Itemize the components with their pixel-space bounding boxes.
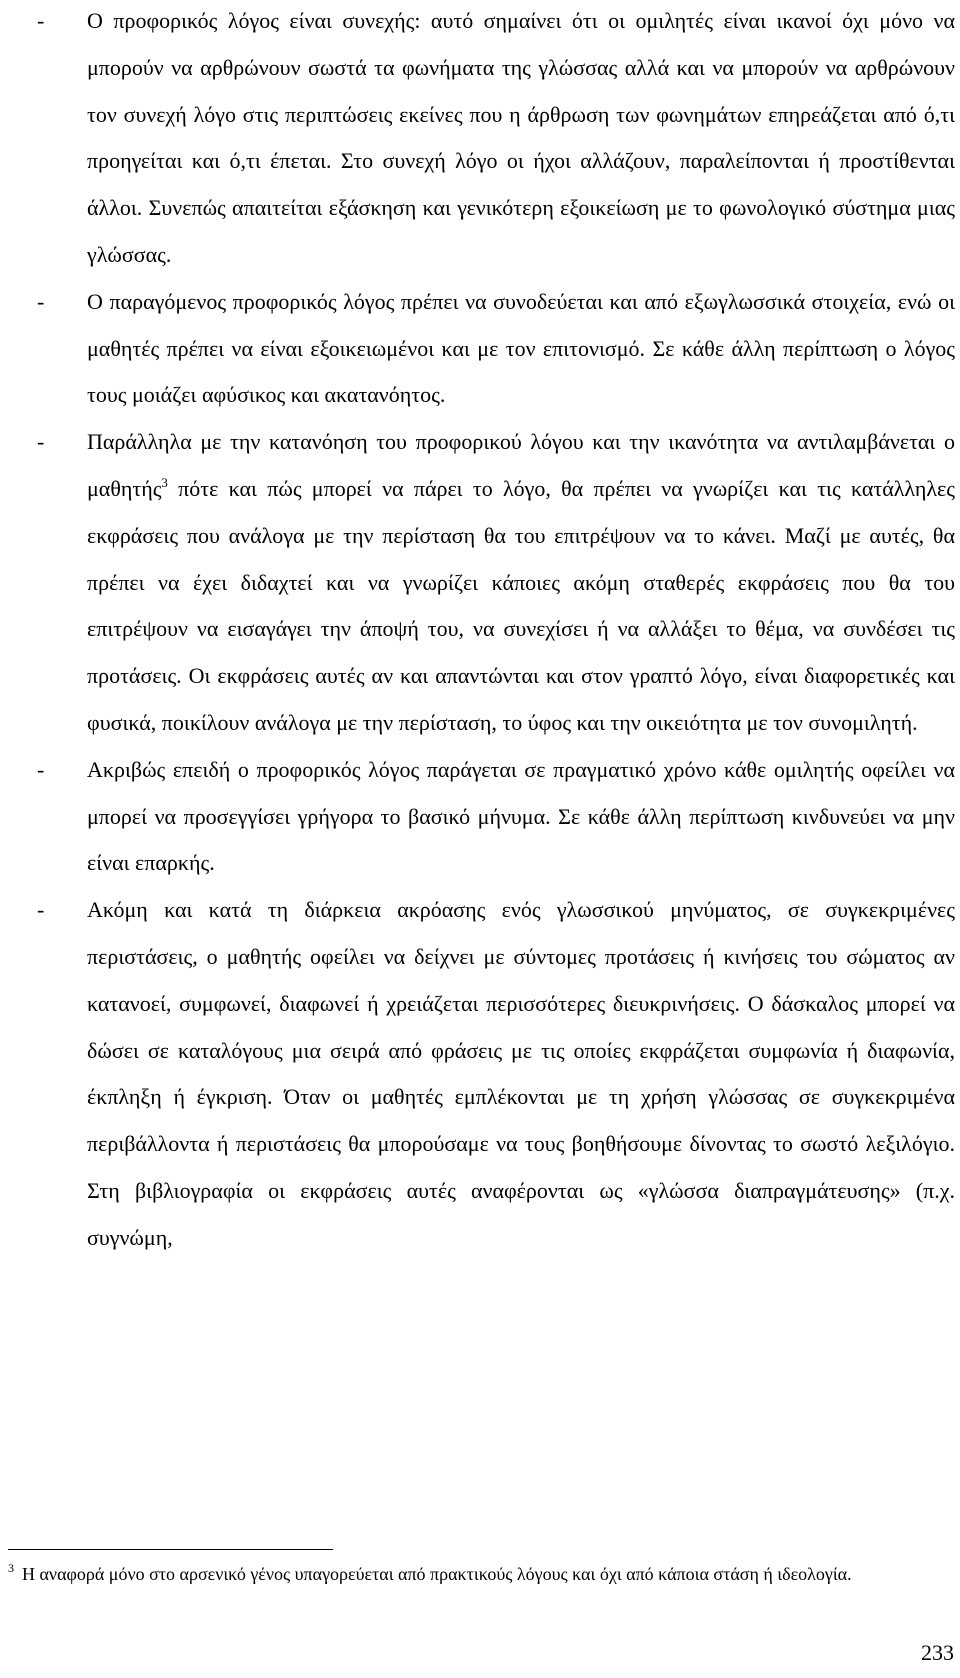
- list-item: [37, 279, 955, 419]
- footnote-reference[interactable]: 3: [161, 474, 168, 490]
- dash-bullet: -: [37, 897, 45, 923]
- paragraph-text: Ακριβώς επειδή ο προφορικός λόγος παράγεται σε πραγματικό χρόνο κάθε ομιλητής οφείλει να μπορεί να προσεγγίσει γρήγορα το βασικό μήνυμα. Σε κάθε άλλη περίπτωση κινδυνεύει να μην είναι επαρκής.: [87, 756, 955, 876]
- footnote-number: 3: [8, 1561, 14, 1575]
- paragraph-text: Ακόμη και κατά τη διάρκεια ακρόασης ενός γλωσσικού μηνύματος, σε συγκεκριμένες περιστάσεις, ο μαθητής οφείλει να δείχνει με σύντομες προτάσεις ή κινήσεις του σώματος αν κατανοεί, συμφωνεί, διαφωνεί ή χρειάζεται περισσότερες διευκρινήσεις. Ο δάσκαλος μπορεί να δώσει σε καταλόγους μια σειρά από φράσεις με τις οποίες εκφράζεται συμφωνία ή διαφωνία, έκπληξη ή έγκριση. Όταν οι μαθητές εμπλέκονται με τη χρήση γλώσσας σε συγκεκριμένα περιβάλλοντα ή περιστάσεις θα μπορούσαμε να τους βοηθήσουμε δίνοντας το σωστό λεξιλόγιο. Στη βιβλιογραφία οι εκφράσεις αυτές αναφέρονται ως «γλώσσα διαπραγμάτευσης» (π.χ. συγνώμη,: [87, 897, 955, 1250]
- paragraph-text: Ο προφορικός λόγος είναι συνεχής: αυτό σημαίνει ότι οι ομιλητές είναι ικανοί όχι μόνο να μπορούν να αρθρώνουν σωστά τα φωνήματα της γλώσσας αλλά και να μπορούν να αρθρώνουν τον συνεχή λόγο στις περιπτώσεις εκείνες που η άρθρωση των φωνημάτων επηρεάζεται από ό,τι προηγείται και ό,τι έπεται. Στο συνεχή λόγο οι ήχοι αλλάζουν, παραλείπονται ή προστίθενται άλλοι. Συνεπώς απαιτείται εξάσκηση και γενικότερη εξοικείωση με το φωνολογικό σύστημα μιας γλώσσας.: [87, 8, 955, 267]
- page-number: 233: [921, 1640, 954, 1665]
- footnote-text: Η αναφορά μόνο στο αρσενικό γένος υπαγορεύεται από πρακτικούς λόγους και όχι από κάποια στάση ή ιδεολογία.: [22, 1564, 852, 1584]
- paragraph-text: [87, 429, 955, 735]
- dash-bullet: -: [37, 756, 45, 782]
- footnote-separator: [8, 1549, 333, 1550]
- dash-bullet: -: [37, 288, 45, 314]
- list-item: [37, 747, 955, 887]
- list-item: [37, 887, 955, 1261]
- list-item: [37, 0, 955, 279]
- footnote: [8, 1561, 956, 1588]
- list-item: [37, 419, 955, 747]
- dash-bullet: -: [37, 429, 45, 455]
- paragraph-text: Ο παραγόμενος προφορικός λόγος πρέπει να συνοδεύεται και από εξωγλωσσικά στοιχεία, ενώ οι μαθητές πρέπει να είναι εξοικειωμένοι και με τον επιτονισμό. Σε κάθε άλλη περίπτωση ο λόγος τους μοιάζει αφύσικος και ακατανόητος.: [87, 288, 955, 408]
- paragraph-text-before-note: Παράλληλα με την κατανόηση του προφορικού λόγου και την ικανότητα να αντιλαμβάνεται ο μαθητής: [87, 429, 955, 501]
- bullet-list: [37, 0, 955, 1262]
- paragraph-text-after-note: πότε και πώς μπορεί να πάρει το λόγο, θα πρέπει να γνωρίζει και τις κατάλληλες εκφράσεις που ανάλογα με την περίσταση θα του επιτρέψουν να το κάνει. Μαζί με αυτές, θα πρέπει να έχει διδαχτεί και να γνωρίζει κάποιες ακόμη σταθερές εκφράσεις που θα του επιτρέψουν να εισαγάγει την άποψή του, να συνεχίσει ή να αλλάξει το θέμα, να συνδέσει τις προτάσεις. Οι εκφράσεις αυτές αν και απαντώνται και στον γραπτό λόγο, είναι διαφορετικές και φυσικά, ποικίλουν ανάλογα με την περίσταση, το ύφος και την οικειότητα με τον συνομιλητή.: [87, 475, 955, 735]
- dash-bullet: -: [37, 8, 45, 33]
